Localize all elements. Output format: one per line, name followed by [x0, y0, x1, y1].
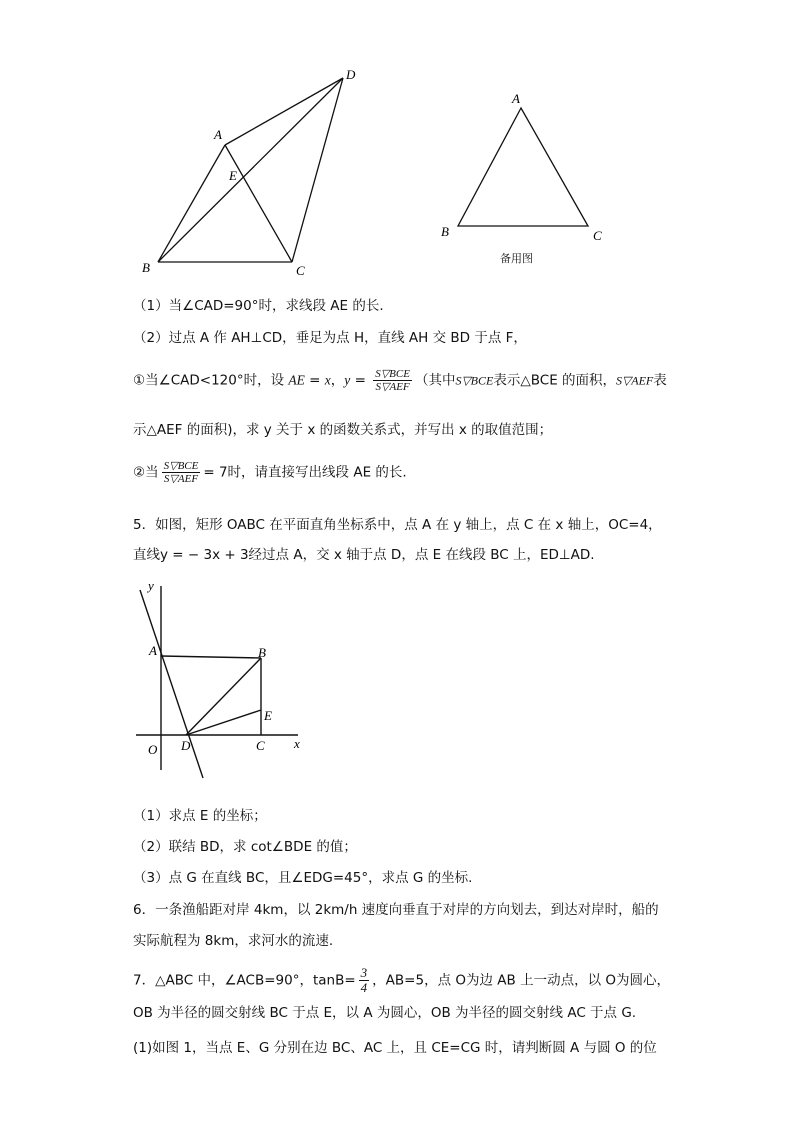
- coordinate-graph: [128, 578, 313, 788]
- graph-label-a: A: [149, 643, 157, 658]
- q5-sub1: （1）求点 E 的坐标；: [133, 808, 267, 824]
- q4-text: （其中: [414, 372, 456, 389]
- quadrilateral-figure: [130, 60, 370, 285]
- q4-text: = 7时，请直接写出线段 AE 的长.: [203, 464, 407, 481]
- spare-figure-caption: 备用图: [500, 252, 533, 265]
- q5-sub2: （2）联结 BD，求 cot∠BDE 的值；: [133, 839, 357, 855]
- q7-text: ，AB=5，点 O为边 AB 上一动点，以 O为圆心，: [372, 972, 670, 989]
- q4-text: ，: [330, 372, 345, 389]
- q7-line2: OB 为半径的圆交射线 BC 于点 E，以 A 为圆心，OB 为半径的圆交射线 AC 于点 G.: [133, 1005, 637, 1021]
- fraction-denominator: S▽AEF: [163, 473, 199, 485]
- q4-part2-sub1: [133, 368, 667, 393]
- graph-label-d: D: [181, 738, 191, 753]
- fig1-label-e: E: [229, 168, 237, 183]
- q7-text: 7．△ABC 中，∠ACB=90°，tanB=: [133, 972, 356, 989]
- q4-text: =: [304, 372, 325, 389]
- area-ratio-fraction: [162, 460, 201, 485]
- fraction-denominator: 4: [360, 980, 368, 995]
- area-symbol: S▽AEF: [616, 373, 654, 388]
- q7-line1: [133, 966, 670, 995]
- q4-text: 表: [653, 372, 667, 389]
- q6-line2: 实际航程为 8km，求河水的流速.: [133, 933, 334, 949]
- graph-label-e: E: [264, 708, 272, 723]
- graph-axis-y: y: [148, 578, 154, 593]
- q7-line3: (1)如图 1，当点 E、G 分别在边 BC、AC 上，且 CE=CG 时，请判断圆 A 与圆 O 的位: [133, 1040, 657, 1056]
- fraction-numerator: 3: [360, 965, 368, 980]
- q4-var-ae: AE: [288, 372, 305, 388]
- q4-text: 表示△BCE 的面积，: [493, 372, 617, 389]
- q4-text: =: [350, 372, 371, 389]
- q5-line2: 直线y = − 3x + 3经过点 A，交 x 轴于点 D，点 E 在线段 BC 上，ED⊥AD.: [133, 547, 595, 563]
- q5-sub3: （3）点 G 在直线 BC，且∠EDG=45°，求点 G 的坐标.: [133, 870, 473, 886]
- graph-label-b: B: [258, 645, 266, 660]
- q4-var-y: y: [344, 372, 351, 388]
- graph-label-c: C: [256, 738, 265, 753]
- fig1-label-d: D: [346, 67, 356, 82]
- fig2-label-b: B: [441, 224, 449, 239]
- tan-fraction: [359, 966, 370, 995]
- fraction-numerator: S▽BCE: [375, 368, 410, 380]
- graph-origin: O: [148, 742, 158, 757]
- q4-part2: （2）过点 A 作 AH⊥CD，垂足为点 H，直线 AH 交 BD 于点 F，: [133, 330, 527, 346]
- fig1-label-c: C: [296, 263, 305, 278]
- area-ratio-fraction: [373, 368, 412, 393]
- q4-var-x: x: [324, 372, 331, 388]
- q4-part2-sub1-cont: 示△AEF 的面积)，求 y 关于 x 的函数关系式，并写出 x 的取值范围；: [133, 422, 553, 438]
- q6-line1: 6．一条渔船距对岸 4km，以 2km/h 速度向垂直于对岸的方向划去，到达对岸时，船的: [133, 902, 659, 918]
- q5-line1: 5．如图，矩形 OABC 在平面直角坐标系中，点 A 在 y 轴上，点 C 在 x 轴上，OC=4，: [133, 517, 662, 533]
- area-symbol: S▽BCE: [455, 373, 494, 388]
- fraction-denominator: S▽AEF: [375, 381, 410, 393]
- graph-axis-x: x: [294, 736, 300, 751]
- q4-text: ②当: [133, 464, 159, 481]
- q4-part1: （1）当∠CAD=90°时，求线段 AE 的长.: [133, 298, 384, 314]
- fig1-label-a: A: [214, 127, 222, 142]
- q4-part2-sub2: [133, 460, 407, 485]
- fig2-label-c: C: [593, 228, 602, 243]
- q4-text: ①当∠CAD<120°时，设: [133, 372, 289, 389]
- fig2-label-a: A: [512, 91, 520, 106]
- spare-triangle-figure: [436, 88, 616, 248]
- fig1-label-b: B: [142, 260, 150, 275]
- fraction-numerator: S▽BCE: [163, 460, 199, 472]
